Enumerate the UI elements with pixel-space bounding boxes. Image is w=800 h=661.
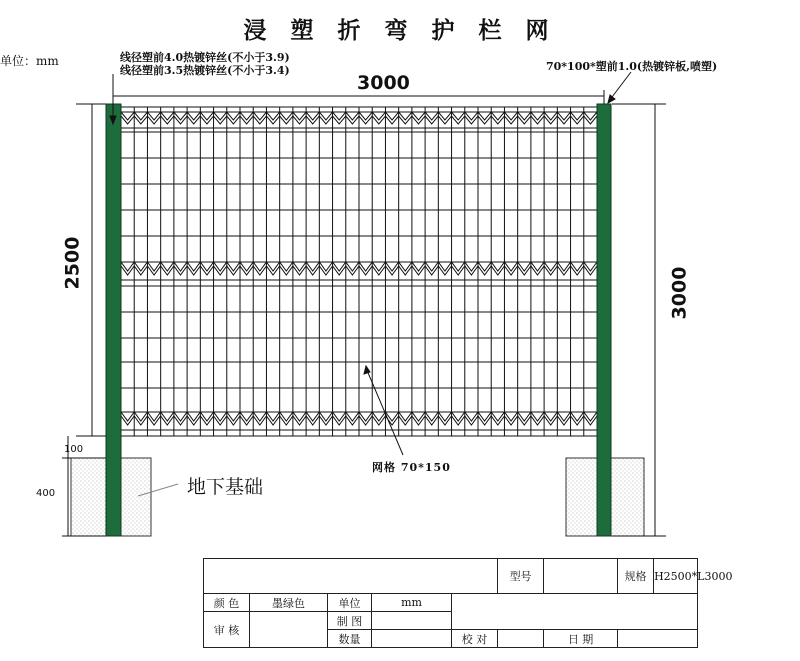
mesh-panel [121, 107, 597, 436]
drawn-value [372, 612, 452, 630]
foundation-depth-label: 400 [36, 488, 56, 499]
check-label: 校 对 [452, 630, 498, 648]
date-value [618, 630, 698, 648]
title-block-notes [452, 594, 698, 630]
unit-value: mm [372, 594, 452, 612]
check-value [498, 630, 544, 648]
date-label: 日 期 [544, 630, 618, 648]
post-spec: 70*100*塑前1.0(热镀锌板,喷塑) [546, 60, 718, 73]
wire-spec [120, 51, 290, 77]
model-label: 型号 [498, 559, 544, 594]
post-left [106, 104, 121, 536]
foundation-offset-label: 100 [64, 444, 84, 455]
qty-label: 数量 [328, 630, 372, 648]
mesh-size-label: 网格 70*150 [372, 461, 451, 474]
ground-foundation-label: 地下基础 [187, 476, 264, 498]
title-block-blank [204, 559, 498, 594]
title-block [203, 558, 733, 648]
wire-spec-line2: 线径塑前3.5热镀锌丝(不小于3.4) [120, 64, 290, 77]
post-right [597, 104, 611, 536]
spec-label: 规格 [618, 559, 654, 594]
post-height-label: 3000 [668, 266, 691, 320]
color-value: 墨绿色 [250, 594, 328, 612]
spec-value: H2500*L3000 [654, 559, 698, 594]
model-value [544, 559, 618, 594]
wire-spec-line1: 线径塑前4.0热镀锌丝(不小于3.9) [120, 51, 290, 64]
leader-lines [110, 72, 631, 496]
drawing-title: 浸 塑 折 弯 护 栏 网 [243, 17, 557, 44]
width-dimension-label: 3000 [357, 72, 410, 94]
audit-label: 审 核 [204, 612, 250, 648]
unit-note: 单位：mm [0, 54, 59, 68]
audit-value [250, 612, 328, 648]
mesh-height-label: 2500 [61, 236, 84, 290]
drawn-label: 制 图 [328, 612, 372, 630]
unit-label: 单位 [328, 594, 372, 612]
color-label: 颜 色 [204, 594, 250, 612]
qty-value [372, 630, 452, 648]
